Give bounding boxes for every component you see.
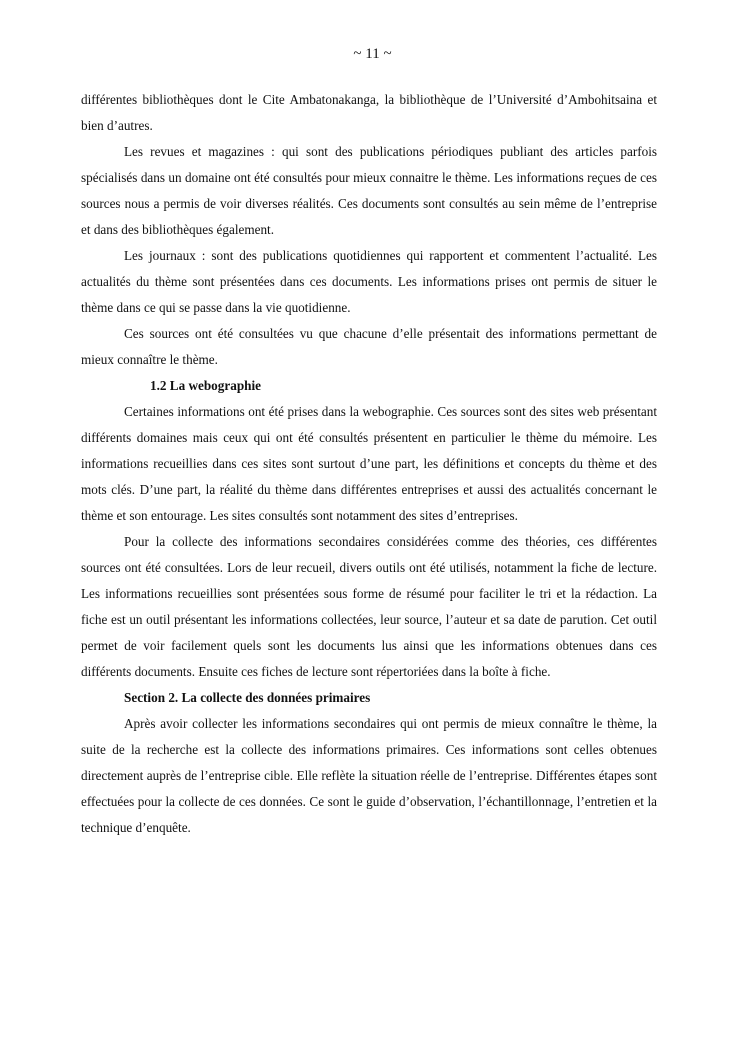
- paragraph-sources-summary: Ces sources ont été consultées vu que chacune d’elle présentait des informations permettant de mieux connaître le thème.: [81, 326, 657, 367]
- page-number: ~ 11 ~: [353, 46, 392, 62]
- paragraph-libraries-continued: différentes bibliothèques dont le Cite Ambatonakanga, la bibliothèque de l’Université d’Ambohitsaina et bien d’autres.: [81, 92, 657, 133]
- paragraph-revues-magazines: Les revues et magazines : qui sont des publications périodiques publiant des articles parfois spécialisés dans un domaine ont été consultés pour mieux connaitre le thème. Les informations reçues de ces sources nous a permis de voir diverses réalités. Ces documents sont consultés au sein même de l’entreprise et dans des bibliothèques également.: [81, 144, 657, 237]
- section-heading-donnees-primaires: Section 2. La collecte des données primaires: [124, 690, 371, 705]
- paragraph-journaux: Les journaux : sont des publications quotidiennes qui rapportent et commentent l’actualité. Les actualités du thème sont présentées dans ces documents. Les informations prises ont permis de situer le thème dans ce qui se passe dans la vie quotidienne.: [81, 248, 657, 315]
- subheading-webographie: 1.2 La webographie: [150, 378, 261, 393]
- paragraph-collecte-primaire: Après avoir collecter les informations secondaires qui ont permis de mieux connaître le thème, la suite de la recherche est la collecte des informations primaires. Ces informations sont celles obtenues directement auprès de l’entreprise cible. Elle reflète la situation réelle de l’entreprise. Différentes étapes sont effectuées pour la collecte de ces données. Ce sont le guide d’observation, l’échantillonnage, l’entretien et la technique d’enquête.: [81, 716, 657, 835]
- paragraph-webographie: Certaines informations ont été prises dans la webographie. Ces sources sont des sites web présentant différents domaines mais ceux qui ont été consultés présentent en particulier le thème du mémoire. Les informations recueillies dans ces sites sont surtout d’une part, les définitions et concepts du thème et des mots clés. D’une part, la réalité du thème dans différentes entreprises et aussi des actualités concernant le thème et son entourage. Les sites consultés sont notamment des sites d’entreprises.: [81, 404, 657, 523]
- paragraph-collecte-secondaire: Pour la collecte des informations secondaires considérées comme des théories, ces différentes sources ont été consultées. Lors de leur recueil, divers outils ont été utilisés, notamment la fiche de lecture. Les informations recueillies sont présentées sous forme de résumé pour faciliter le tri et la rédaction. La fiche est un outil présentant les informations collectées, leur source, l’auteur et sa date de parution. Cet outil permet de voir facilement quels sont les documents lus ainsi que les informations obtenues dans ces différents documents. Ensuite ces fiches de lecture sont répertoriées dans la boîte à fiche.: [81, 534, 657, 679]
- page-body: [81, 87, 657, 841]
